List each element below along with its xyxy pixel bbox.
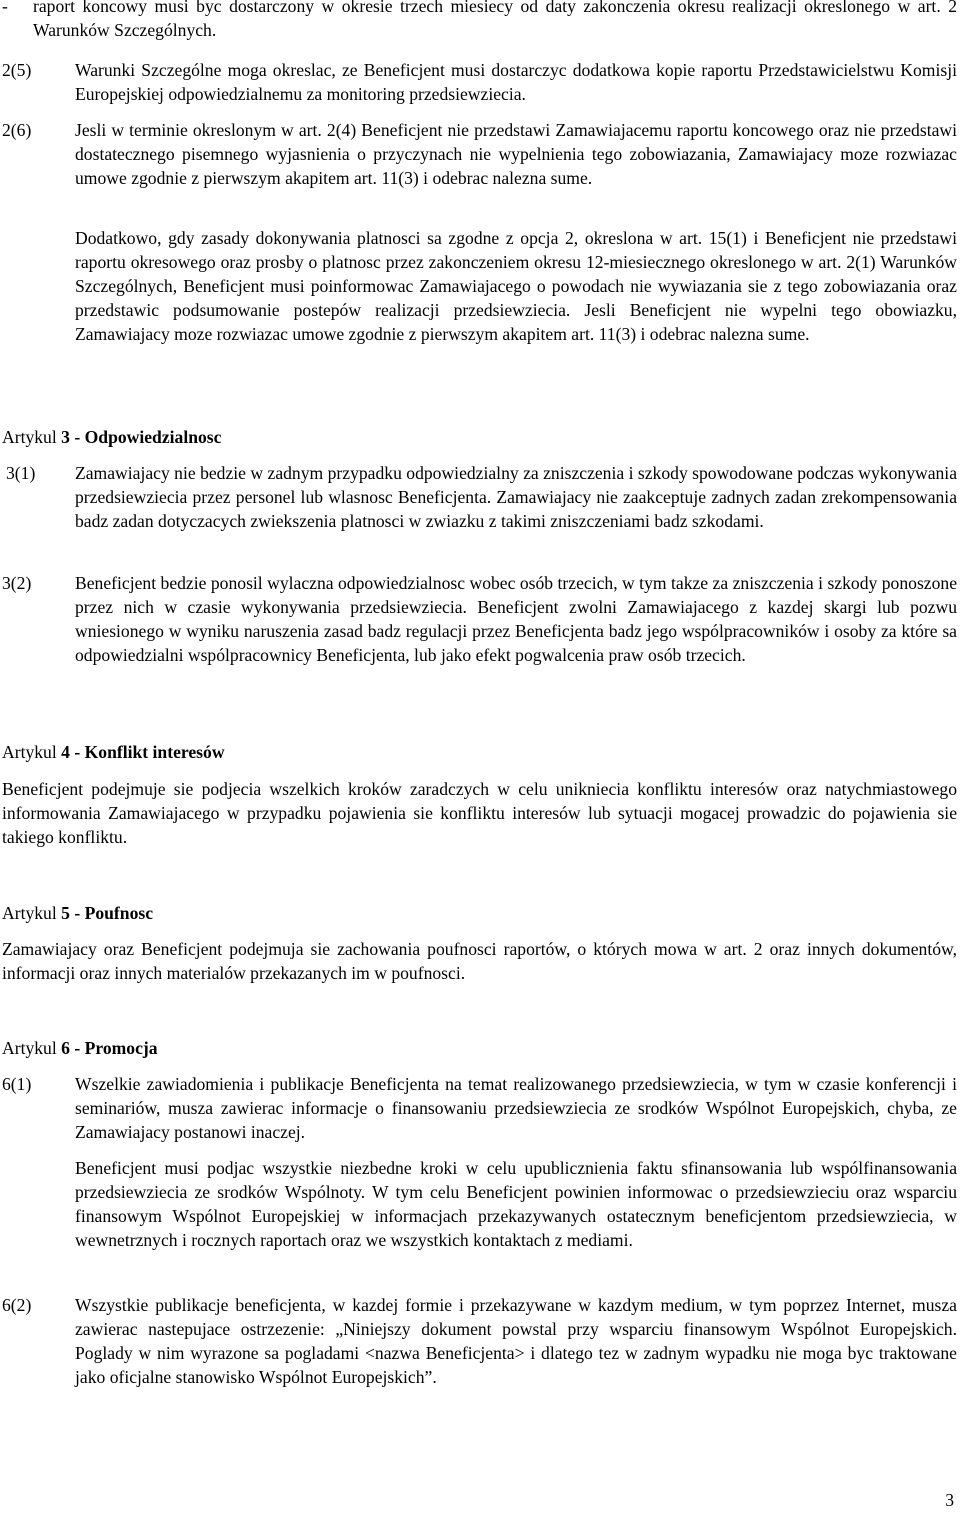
clause-label: 6(1) <box>2 1074 32 1094</box>
heading-title: 6 - Promocja <box>61 1038 158 1058</box>
clause-text: Wszystkie publikacje beneficjenta, w kazdej formie i przekazywane w kazdym medium, w tym poprzez Internet, musza zawierac nastepujace ostrzezenie: „Niniejszy dokument powstal przy wsparciu finansowym Wspólnot Europejskich. Poglady w nim wyrazone sa pogladami <nazwa Beneficjenta> i dlatego tez w zadnym wypadku nie moga byc traktowane jako oficjalne stanowisko Wspólnot Europejskich”. <box>75 1295 957 1387</box>
clause-text: Zamawiajacy nie bedzie w zadnym przypadku odpowiedzialny za zniszczenia i szkody spowodowane podczas wykonywania przedsiewziecia przez personel lub wlasnosc Beneficjenta. Zamawiajacy nie zaakceptuje zadnych zadan zrekompensowania badz zadan dotyczacych zwiekszenia platnosci w zwiazku z takimi zniszczeniami badz szkodami. <box>75 463 957 531</box>
clause-label: 6(2) <box>2 1295 32 1315</box>
clause-text: Wszelkie zawiadomienia i publikacje Beneficjenta na temat realizowanego przedsiewziecia, w tym w czasie konferencji i seminariów, musza zawierac informacje o finansowaniu przedsiewziecia ze srodków Wspólnot Europejskich, chyba, ze Zamawiajacy postanowi inaczej. <box>75 1074 957 1142</box>
clause-text: Warunki Szczególne moga okreslac, ze Beneficjent musi dostarczyc dodatkowa kopie raportu Przedstawicielstwu Komisji Europejskiej odpowiedzialnemu za monitoring przedsiewziecia. <box>75 60 957 104</box>
heading-prefix: Artykul <box>2 1038 57 1058</box>
article-text: Beneficjent podejmuje sie podjecia wszelkich kroków zaradczych w celu unikniecia konfliktu interesów oraz natychmiastowego informowania Zamawiajacego w przypadku pojawienia sie konfliktu interesów lub sytuacji mogacej prowadzic do pojawienia sie takiego konfliktu. <box>2 779 957 847</box>
heading-prefix: Artykul <box>2 742 57 762</box>
article-text: Zamawiajacy oraz Beneficjent podejmuja sie zachowania poufnosci raportów, o których mowa w art. 2 oraz innych dokumentów, informacji oraz innych materialów przekazanych im w poufnosci. <box>2 939 957 983</box>
clause-text: Beneficjent bedzie ponosil wylaczna odpowiedzialnosc wobec osób trzecich, w tym takze za zniszczenia i szkody ponoszone przez nich w czasie wykonywania przedsiewziecia. Beneficjent zwolni Zamawiajacego z kazdej skargi lub pozwu wniesionego w wyniku naruszenia zasad badz regulacji przez Beneficjenta badz jego wspólpracowników i osoby za które sa odpowiedzialni wspólpracownicy Beneficjenta, lub jako efekt pogwalcenia praw osób trzecich. <box>75 573 957 665</box>
article-6-heading <box>2 1036 158 1060</box>
heading-prefix: Artykul <box>2 903 57 923</box>
clause-label: 3(2) <box>2 573 32 593</box>
bullet-item <box>0 0 960 42</box>
heading-prefix: Artykul <box>2 427 57 447</box>
clause-text: Jesli w terminie okreslonym w art. 2(4) Beneficjent nie przedstawi Zamawiajacemu raportu koncowego oraz nie przedstawi dostatecznego pisemnego wyjasnienia o przyczynach nie wypelnienia tego zobowiazania, Zamawiajacy moze rozwiazac umowe zgodnie z pierwszym akapitem art. 11(3) i odebrac nalezna sume. <box>75 120 957 188</box>
heading-title: 5 - Poufnosc <box>61 903 154 923</box>
article-3-heading <box>2 425 221 449</box>
clause-label: 3(1) <box>6 463 36 483</box>
bullet-text: raport koncowy musi byc dostarczony w okresie trzech miesiecy od daty zakonczenia okresu realizacji okreslonego w art. 2 Warunków Szczególnych. <box>33 0 957 40</box>
heading-title: 3 - Odpowiedzialnosc <box>61 427 222 447</box>
article-4-heading <box>2 740 225 764</box>
heading-title: 4 - Konflikt interesów <box>61 742 225 762</box>
clause-label: 2(6) <box>2 120 32 140</box>
clause-text-continued: Beneficjent musi podjac wszystkie niezbedne kroki w celu upublicznienia faktu sfinansowania lub wspólfinansowania przedsiewziecia ze srodków Wspólnoty. W tym celu Beneficjent powinien informowac o przedsiewzieciu oraz wsparciu finansowym Wspólnot Europejskiej w informacjach przekazywanych ostatecznym beneficjentom przedsiewziecia, w wewnetrznych i rocznych raportach oraz we wszystkich kontaktach z mediami. <box>75 1158 957 1250</box>
article-5-heading <box>2 901 153 925</box>
clause-text-continued: Dodatkowo, gdy zasady dokonywania platnosci sa zgodne z opcja 2, okreslona w art. 15(1) i Beneficjent nie przedstawi raportu okresowego oraz prosby o platnosc przez zakonczeniem okresu 12-miesiecznego okreslonego w art. 2(1) Warunków Szczególnych, Beneficjent musi poinformowac Zamawiajacego o powodach nie wywiazania sie z tego zobowiazania oraz przedstawic podsumowanie postepów realizacji przedsiewziecia. Jesli Beneficjent nie wypelni tego obowiazku, Zamawiajacy moze rozwiazac umowe zgodnie z pierwszym akapitem art. 11(3) i odebrac nalezna sume. <box>75 228 957 344</box>
page-number: 3 <box>945 1490 954 1510</box>
bullet-marker: - <box>2 0 8 16</box>
clause-label: 2(5) <box>2 60 32 80</box>
